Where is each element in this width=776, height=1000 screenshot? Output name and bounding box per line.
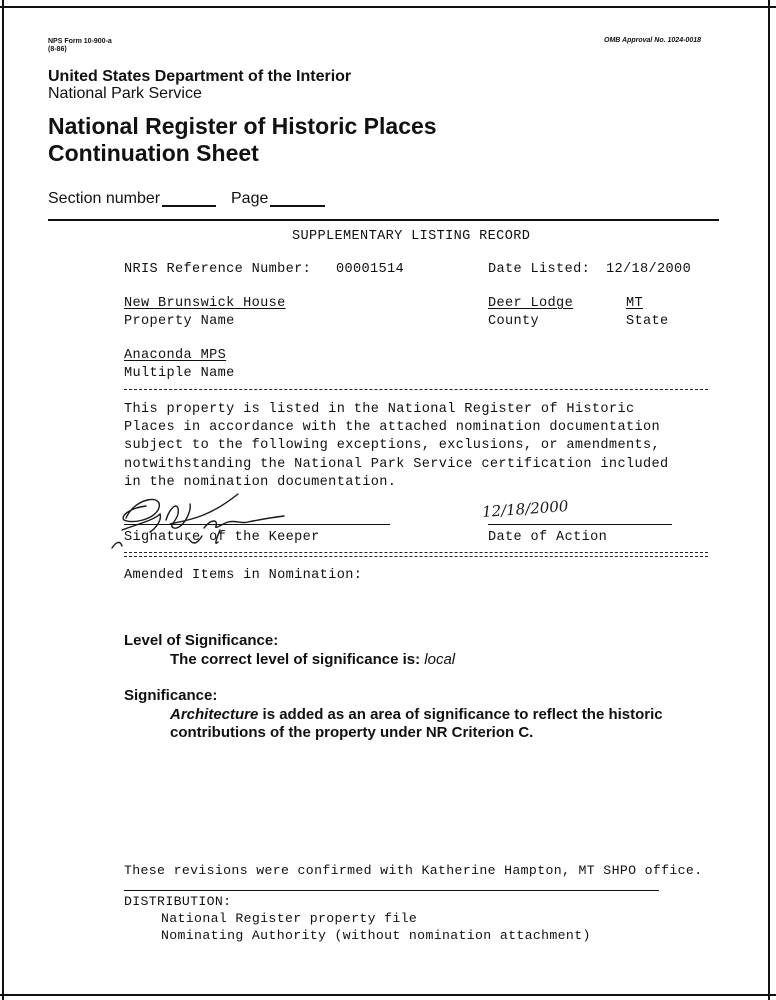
significance-line-2: contributions of the property under NR Criterion C. — [170, 724, 534, 741]
confirmation-text: These revisions were confirmed with Katherine Hampton, MT SHPO office. — [124, 863, 703, 878]
right-border-line — [768, 0, 770, 1000]
significance-line-1-rest: is added as an area of significance to reflect the historic — [258, 706, 663, 723]
date-listed-label: Date Listed: — [488, 262, 591, 277]
distribution-item-2: Nominating Authority (without nomination attachment) — [161, 928, 591, 943]
section-number-blank — [162, 205, 216, 207]
property-name-label: Property Name — [124, 314, 235, 329]
form-revision: (8-86) — [48, 46, 67, 53]
distribution-label: DISTRIBUTION: — [124, 894, 232, 909]
statement-line-2: Places in accordance with the attached nomination documentation — [124, 420, 660, 435]
left-border-line — [2, 0, 4, 1000]
double-dashed-divider — [124, 552, 708, 557]
department-name: United States Department of the Interior — [48, 68, 352, 85]
significance-term: Architecture — [170, 706, 259, 723]
keeper-signature — [108, 490, 298, 556]
level-value: local — [424, 651, 456, 668]
distribution-rule — [124, 890, 659, 891]
amended-items-label: Amended Items in Nomination: — [124, 568, 363, 583]
distribution-item-1: National Register property file — [161, 911, 418, 926]
form-number: NPS Form 10-900-a — [48, 38, 112, 45]
level-heading: Level of Significance: — [124, 632, 279, 649]
nris-value: 00001514 — [336, 262, 405, 277]
significance-heading: Significance: — [124, 687, 218, 704]
statement-line-5: in the nomination documentation. — [124, 475, 397, 490]
page-title-line1: National Register of Historic Places — [48, 113, 437, 139]
level-text — [170, 651, 455, 668]
omb-approval: OMB Approval No. 1024-0018 — [604, 37, 701, 44]
dashed-divider — [124, 389, 708, 390]
record-heading: SUPPLEMENTARY LISTING RECORD — [292, 229, 531, 244]
property-name-value: New Brunswick House — [124, 296, 286, 311]
state-label: State — [626, 314, 669, 329]
page-title-line2: Continuation Sheet — [48, 140, 259, 166]
date-of-action-line — [488, 524, 672, 525]
statement-line-3: subject to the following exceptions, exclusions, or amendments, — [124, 438, 660, 453]
service-name: National Park Service — [48, 85, 202, 102]
county-value: Deer Lodge — [488, 296, 574, 311]
state-value: MT — [626, 296, 644, 311]
multiple-name-value: Anaconda MPS — [124, 348, 227, 363]
multiple-name-label: Multiple Name — [124, 366, 235, 381]
statement-line-1: This property is listed in the National Register of Historic — [124, 402, 635, 417]
handwritten-date: 12/18/2000 — [481, 497, 569, 521]
significance-line-1 — [170, 706, 663, 723]
date-of-action-label: Date of Action — [488, 530, 608, 545]
date-listed-value: 12/18/2000 — [606, 262, 692, 277]
section-number-label: Section number — [48, 190, 161, 207]
header-rule — [48, 219, 719, 221]
level-text-lead: The correct level of significance is: — [170, 651, 425, 668]
signature-label: Signature of the Keeper — [124, 530, 320, 545]
page-label: Page — [231, 190, 269, 207]
nris-label: NRIS Reference Number: — [124, 262, 312, 277]
page-blank — [270, 205, 325, 207]
bottom-border-line — [0, 994, 776, 996]
statement-line-4: notwithstanding the National Park Service certification included — [124, 457, 669, 472]
signature-line — [124, 524, 390, 525]
top-border-line — [0, 6, 776, 8]
county-label: County — [488, 314, 540, 329]
